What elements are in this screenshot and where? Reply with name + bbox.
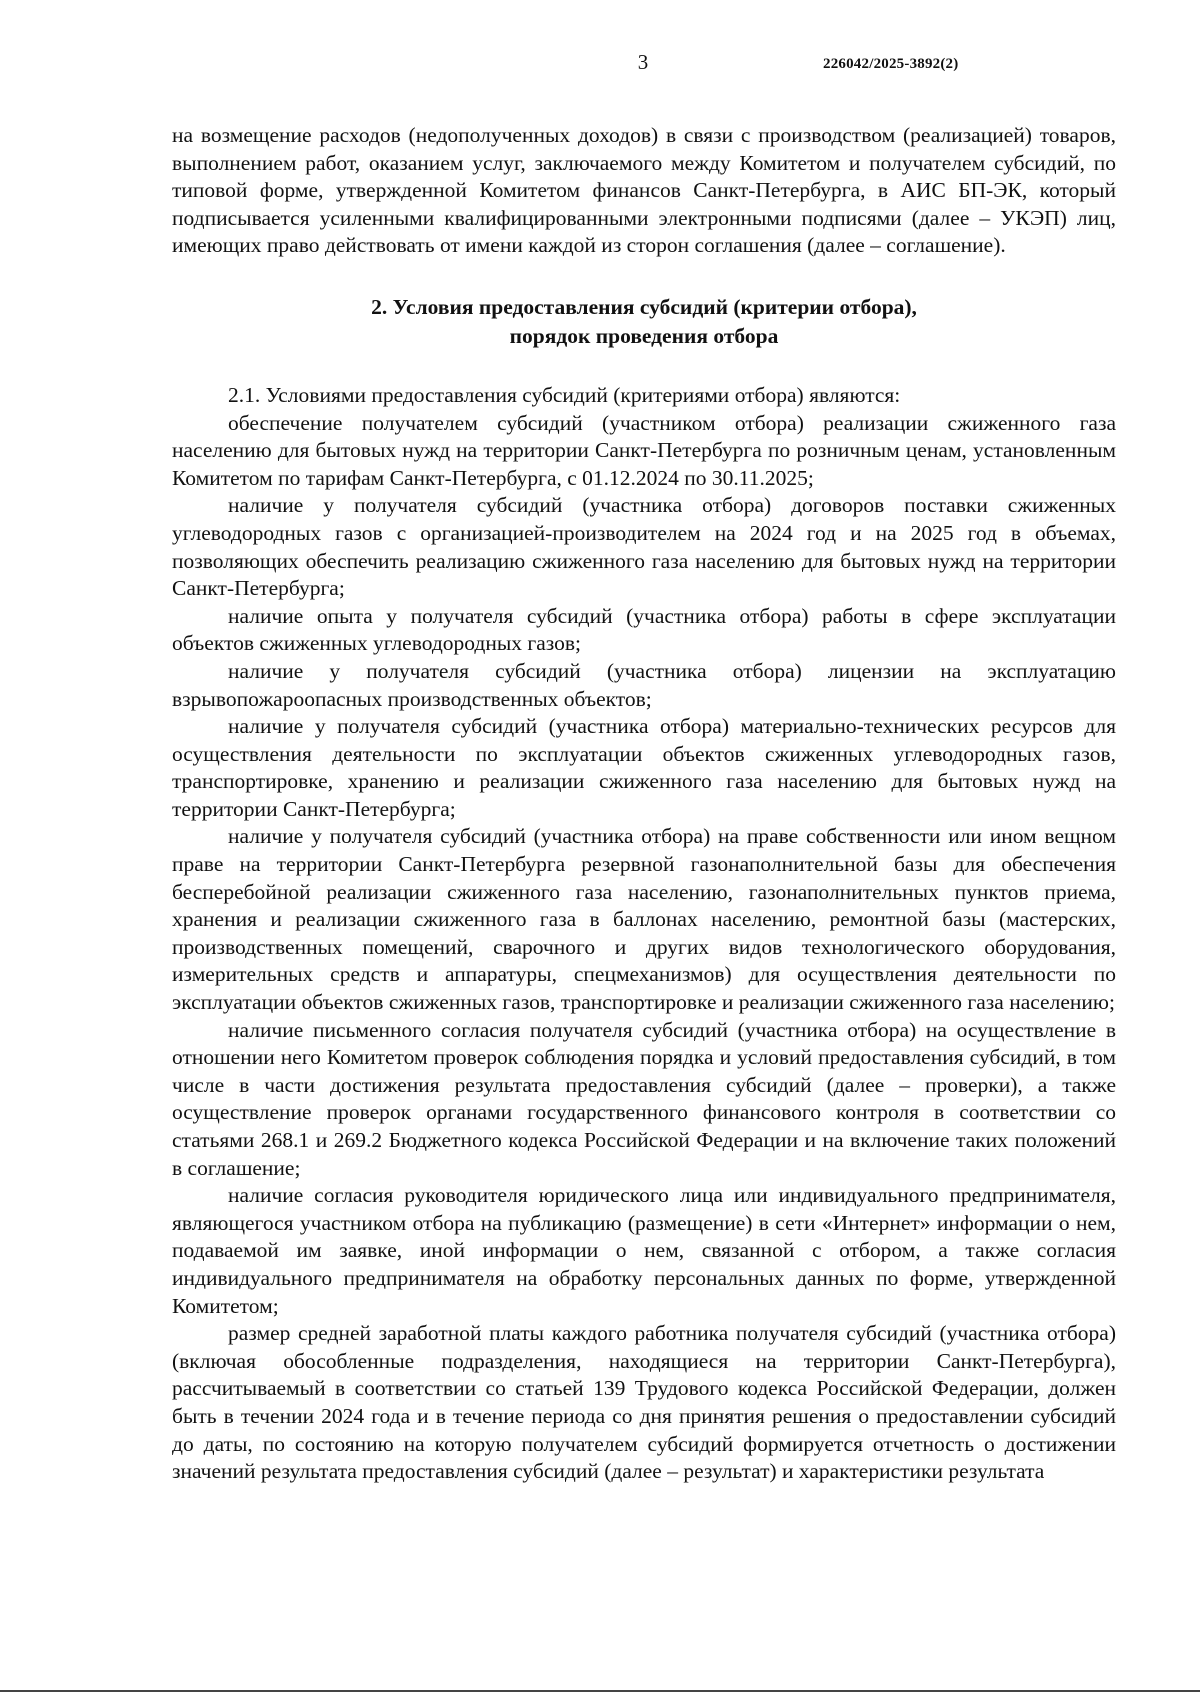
page-bottom-edge <box>0 1690 1200 1692</box>
paragraph-condition-lpg-sales: обеспечение получателем субсидий (участником отбора) реализации сжиженного газа населению для бытовых нужд на территории Санкт-Петербурга по розничным ценам, установленным Комитетом по тарифам Санкт-Петербурга, с 01.12.2024 по 30.11.2025; <box>172 410 1116 490</box>
paragraph-condition-supply-contracts: наличие у получателя субсидий (участника отбора) договоров поставки сжиженных углеводородных газов с организацией-производителем на 2024 год и на 2025 год в объемах, позволяющих обеспечить реализацию сжиженного газа населению для бытовых нужд на территории Санкт-Петербурга; <box>172 493 1116 601</box>
intro-paragraph: на возмещение расходов (недополученных доходов) в связи с производством (реализацией) товаров, выполнением работ, оказанием услуг, заключаемого между Комитетом и получателем субсидий, по типовой форме, утвержденной Комитетом финансов Санкт-Петербурга, в АИС БП-ЭК, который подписывается усиленными квалифицированными электронными подписями (далее – УКЭП) лиц, имеющих право действовать от имени каждой из сторон соглашения (далее – соглашение). <box>172 123 1116 258</box>
page-number: 3 <box>637 50 649 74</box>
paragraph-condition-average-salary: размер средней заработной платы каждого работника получателя субсидий (участника отбора) (включая обособленные подразделения, находящиеся на территории Санкт-Петербурга), рассчитываемый в соответствии со статьей 139 Трудового кодекса Российской Федерации, должен быть в течении 2024 года и в течение периода со дня принятия решения о предоставлении субсидий до даты, по состоянию на которую получателем субсидий формируется отчетность о достижении значений результата предоставления субсидий (далее – результат) и характеристики результата <box>172 1321 1116 1484</box>
document-reference: 226042/2025-3892(2) <box>823 56 959 72</box>
section-title <box>172 293 1116 351</box>
paragraph-condition-publication-consent: наличие согласия руководителя юридического лица или индивидуального предпринимателя, являющегося участником отбора на публикацию (размещение) в сети «Интернет» информации о нем, подаваемой им заявке, иной информации о нем, связанной с отбором, а также согласия индивидуального предпринимателя на обработку персональных данных по форме, утвержденной Комитетом; <box>172 1183 1116 1318</box>
document-body <box>172 122 1116 1486</box>
paragraph-condition-property: наличие у получателя субсидий (участника отбора) на праве собственности или ином вещном праве на территории Санкт-Петербурга резервной газонаполнительной базы для обеспечения бесперебойной реализации сжиженного газа населению, газонаполнительных пунктов приема, хранения и реализации сжиженного газа в баллонах населению, ремонтной базы (мастерских, производственных помещений, сварочного и других видов технологического оборудования, измерительных средств и аппаратуры, спецмеханизмов) для осуществления деятельности по эксплуатации объектов сжиженных газов, транспортировке и реализации сжиженного газа населению; <box>172 824 1116 1015</box>
paragraph-condition-experience: наличие опыта у получателя субсидий (участника отбора) работы в сфере эксплуатации объектов сжиженных углеводородных газов; <box>172 603 1116 656</box>
paragraph-2-1: 2.1. Условиями предоставления субсидий (критериями отбора) являются: <box>228 382 901 407</box>
section-title-line-2: порядок проведения отбора <box>509 323 779 348</box>
paragraph-condition-inspection-consent: наличие письменного согласия получателя субсидий (участника отбора) на осуществление в отношении него Комитетом проверок соблюдения порядка и условий предоставления субсидий, в том числе в части достижения результата предоставления субсидий (далее – проверки), а также осуществление проверок органами государственного финансового контроля в соответствии со статьями 268.1 и 269.2 Бюджетного кодекса Российской Федерации и на включение таких положений в соглашение; <box>172 1017 1116 1180</box>
paragraph-condition-resources: наличие у получателя субсидий (участника отбора) материально-технических ресурсов для осуществления деятельности по эксплуатации объектов сжиженных углеводородных газов, транспортировке, хранению и реализации сжиженного газа населению для бытовых нужд на территории Санкт-Петербурга; <box>172 714 1116 821</box>
paragraph-condition-license: наличие у получателя субсидий (участника отбора) лицензии на эксплуатацию взрывопожароопасных производственных объектов; <box>172 658 1116 711</box>
section-title-line-1: 2. Условия предоставления субсидий (критерии отбора), <box>371 294 917 319</box>
